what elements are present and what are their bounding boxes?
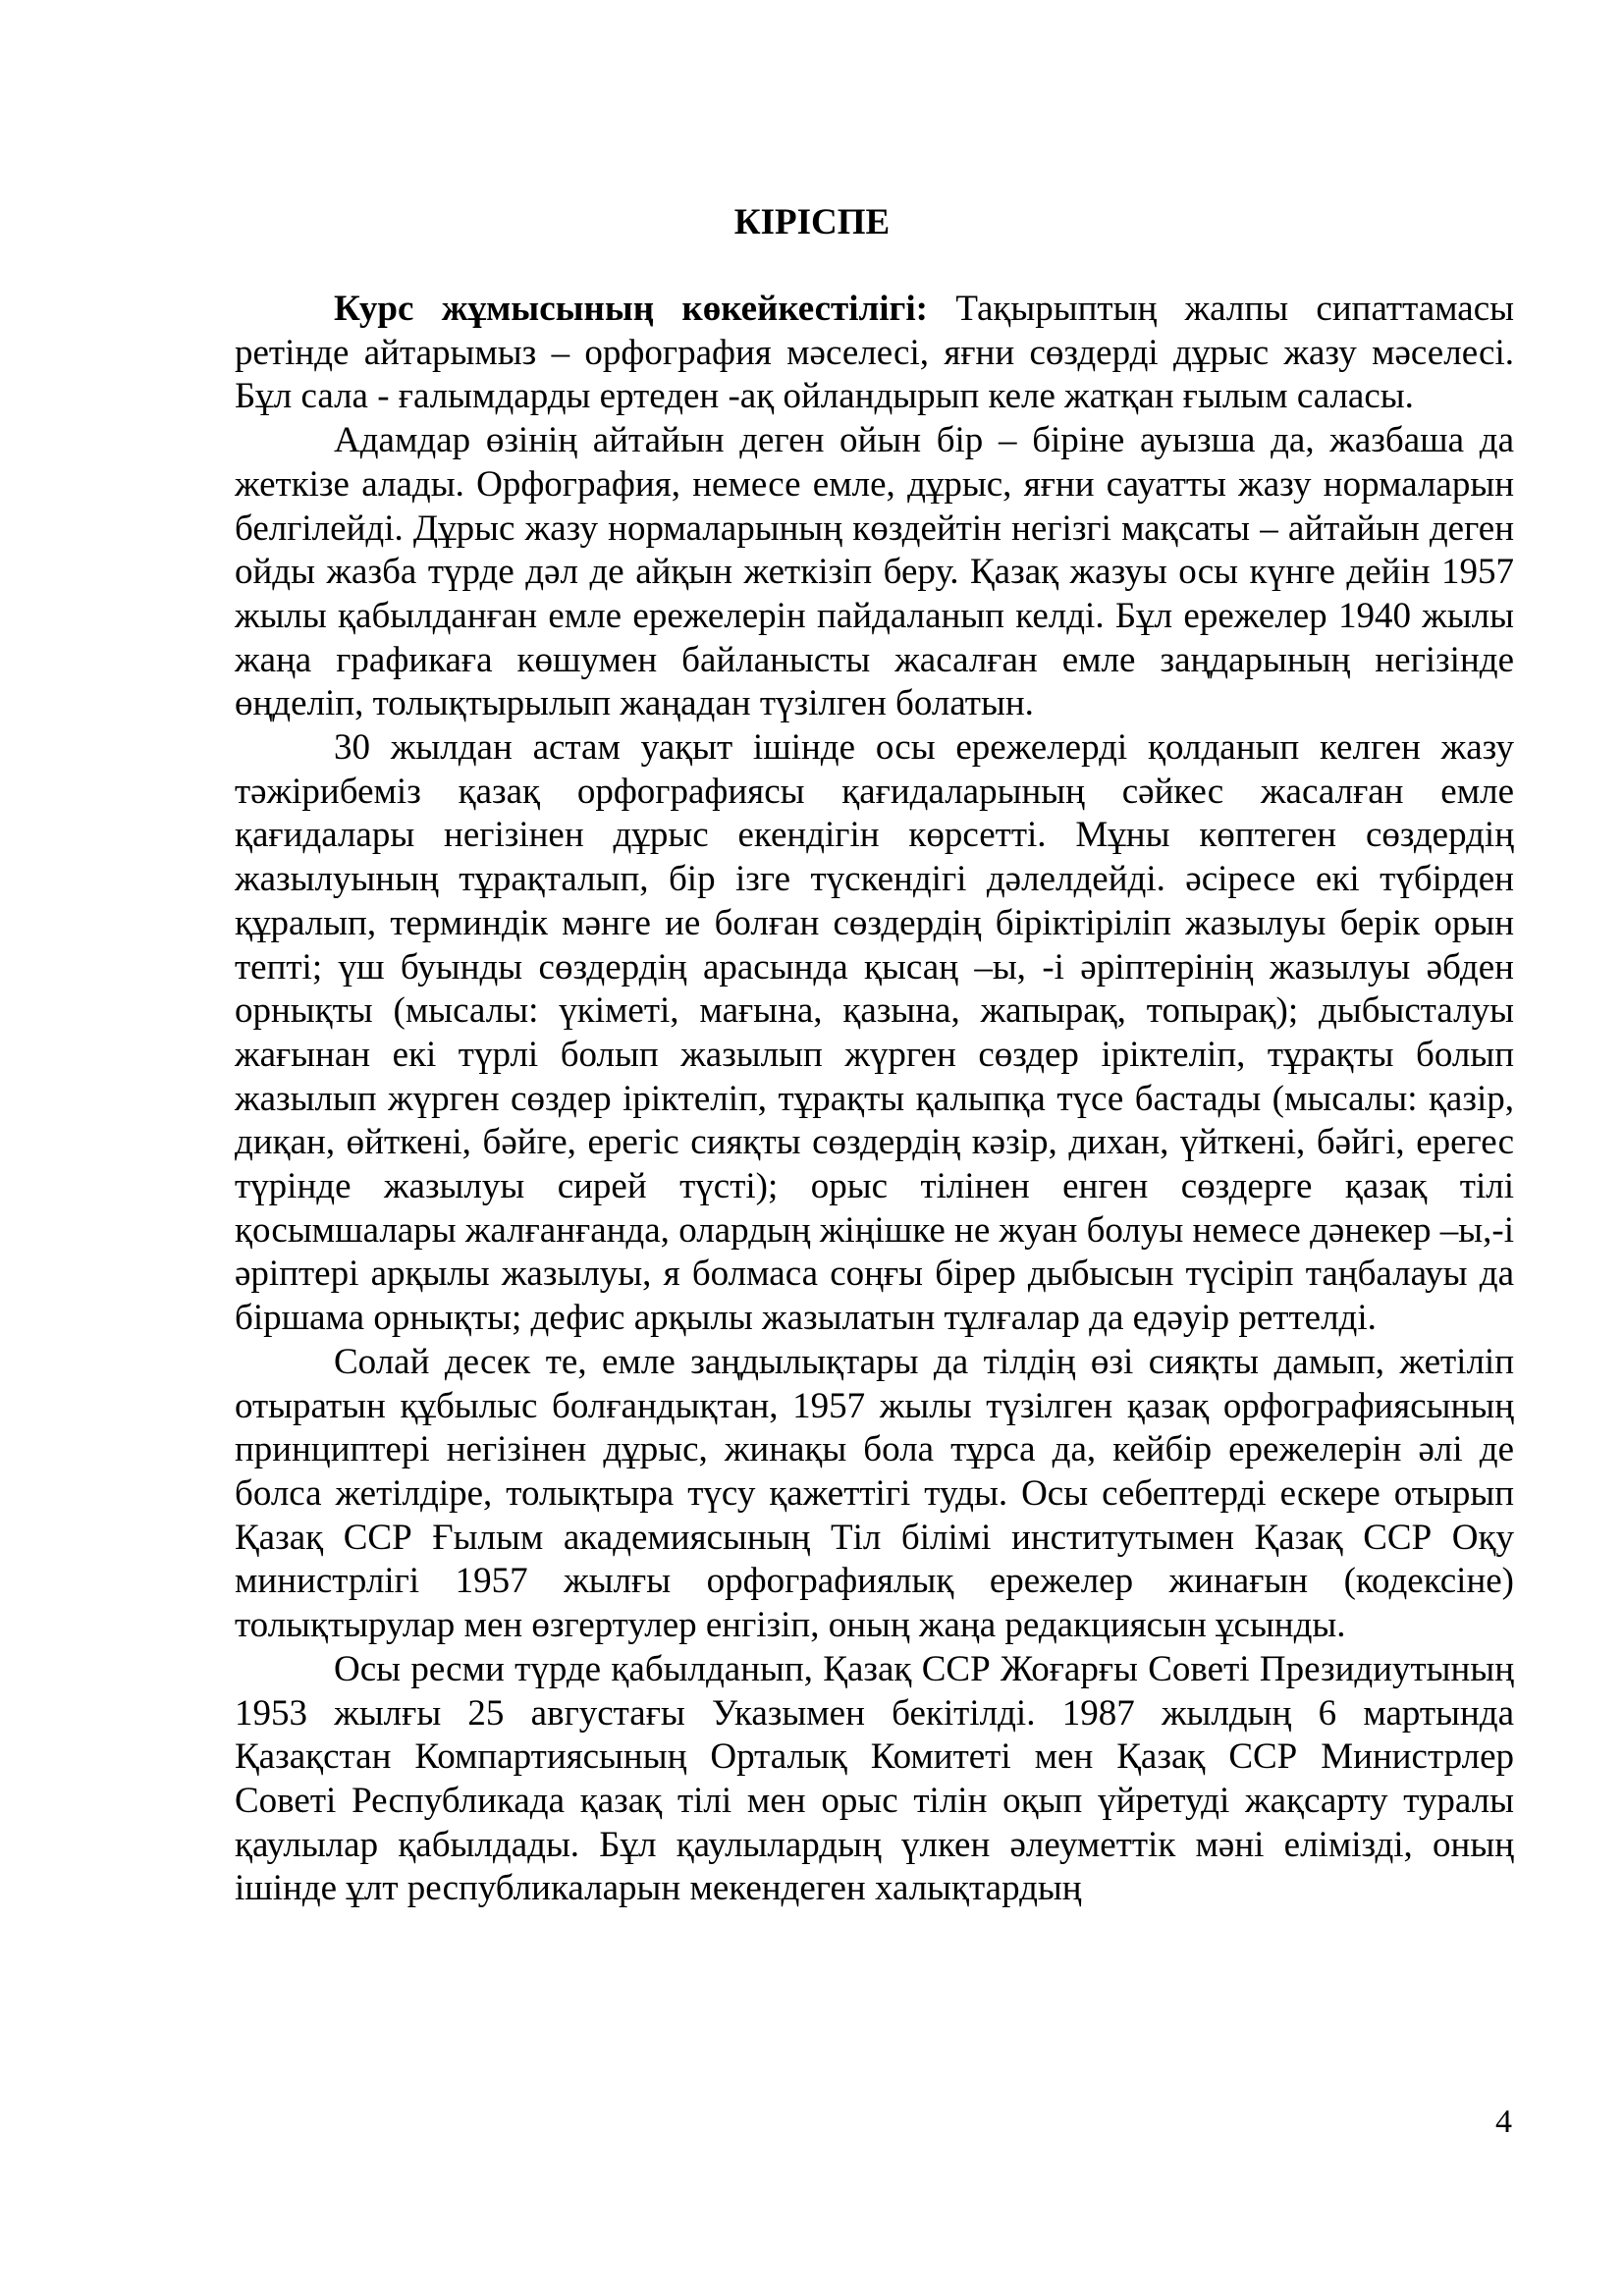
lead-heading: Курс жұмысының көкейкестілігі: bbox=[334, 289, 928, 329]
body-text bbox=[235, 288, 1514, 1911]
paragraph-1-text: Тақырыптың жалпы сипаттамасы ретінде айтарымыз – орфография мәселесі, яғни сөздерді дұрыс жазу мәселесі. Бұл сала - ғалымдарды ертеден -ақ ойландырып келе жатқан ғылым саласы. bbox=[235, 289, 1514, 417]
paragraph-2: Адамдар өзінің айтайын деген ойын бір – біріне ауызша да, жазбаша да жеткізе алады. Орфография, немесе емле, дұрыс, яғни сауатты жазу нормаларын белгілейді. Дұрыс жазу нормаларының көздейтін негізгі мақсаты – айтайын деген ойды жазба түрде дәл де айқын жеткізіп беру. Қазақ жазуы осы күнге дейін 1957 жылы қабылданған емле ережелерін пайдаланып келді. Бұл ережелер 1940 жылы жаңа графикаға көшумен байланысты жасалған емле заңдарының негізінде өңделіп, толықтырылып жаңадан түзілген болатын. bbox=[235, 420, 1514, 724]
paragraph-5: Осы ресми түрде қабылданып, Қазақ ССР Жоғарғы Советі Президиутының 1953 жылғы 25 августағы Указымен бекітілді. 1987 жылдың 6 мартында Қазақстан Компартиясының Орталық Комитеті мен Қазақ ССР Министрлер Советі Республикада қазақ тілі мен орыс тілін оқып үйретуді жақсарту туралы қаулылар қабылдады. Бұл қаулылардың үлкен әлеуметтік мәні елімізді, оның ішінде ұлт республикаларын мекендеген халықтардың bbox=[235, 1648, 1514, 1909]
paragraph-3: 30 жылдан астам уақыт ішінде осы ережелерді қолданып келген жазу тәжірибеміз қазақ орфографиясы қағидаларының сәйкес жасалған емле қағидалары негізінен дұрыс екендігін көрсетті. Мұны көптеген сөздердің жазылуының тұрақталып, бір ізге түскендігі дәлелдейді. әсіресе екі түбірден құралып, терминдік мәнге ие болған сөздердің біріктіріліп жазылуы берік орын тепті; үш буынды сөздердің арасында қысаң –ы, -і әріптерінің жазылуы әбден орнықты (мысалы: үкіметі, мағына, қазына, жапырақ, топырақ); дыбысталуы жағынан екі түрлі болып жазылып жүрген сөздер іріктеліп, тұрақты болып жазылып жүрген сөздер іріктеліп, тұрақты қалыпқа түсе бастады (мысалы: қазір, диқан, өйткені, бәйге, ерегіс сияқты сөздердің кәзір, дихан, үйткені, бәйгі, ерегес түрінде жазылуы сирей түсті); орыс тілінен енген сөздерге қазақ тілі қосымшалары жалғанғанда, олардың жіңішке не жуан болуы немесе дәнекер –ы,-і әріптері арқылы жазылуы, я болмаса соңғы бірер дыбысын түсіріп таңбалауы да біршама орнықты; дефис арқылы жазылатын тұлғалар да едәуір реттелді. bbox=[235, 727, 1514, 1339]
page-title: КІРІСПЕ bbox=[733, 202, 891, 242]
paragraph-1 bbox=[235, 288, 1514, 419]
paragraph-4: Солай десек те, емле заңдылықтары да тілдің өзі сияқты дамып, жетіліп отыратын құбылыс болғандықтан, 1957 жылы түзілген қазақ орфографиясының принциптері негізінен дұрыс, жинақы бола тұрса да, кейбір ережелерін әлі де болса жетілдіре, толықтыра түсу қажеттігі туды. Осы себептерді ескере отырып Қазақ ССР Ғылым академиясының Тіл білімі институтымен Қазақ ССР Оқу министрлігі 1957 жылғы орфографиялық ережелер жинағын (кодексіне) толықтырулар мен өзгертулер енгізіп, оның жаңа редакциясын ұсынды. bbox=[235, 1341, 1514, 1646]
page-number: 4 bbox=[1495, 2104, 1512, 2140]
